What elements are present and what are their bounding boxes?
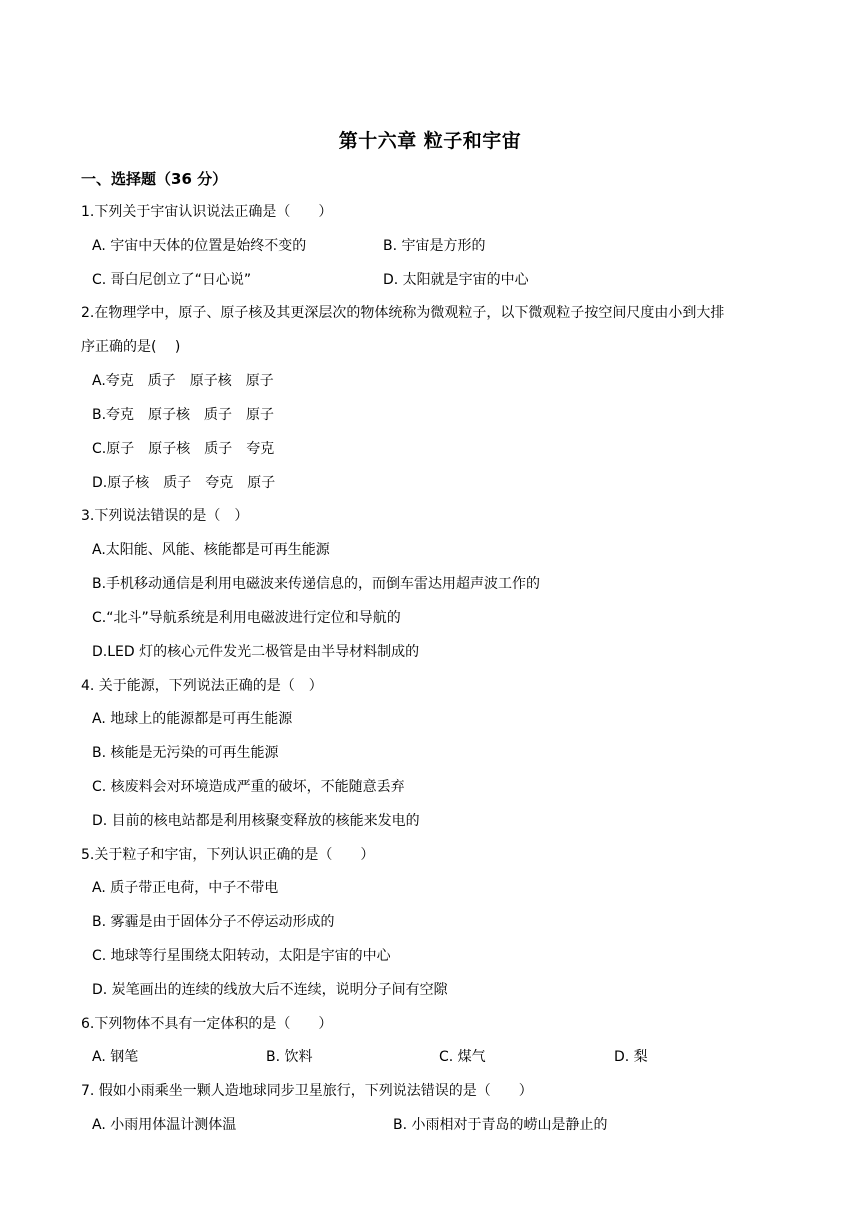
- question-7-stem: 7. 假如小雨乘坐一颗人造地球同步卫星旅行，下列说法错误的是（ ）: [81, 1083, 533, 1099]
- question-6-option-b: B. 饮料: [266, 1049, 313, 1065]
- question-6-option-d: D. 梨: [614, 1049, 648, 1065]
- question-4-option-c: C. 核废料会对环境造成严重的破坏，不能随意丢弃: [92, 779, 405, 795]
- question-2-option-d: D.原子核 质子 夸克 原子: [92, 475, 276, 491]
- question-2-option-c: C.原子 原子核 质子 夸克: [92, 441, 275, 457]
- question-1-option-a: A. 宇宙中天体的位置是始终不变的: [92, 238, 307, 254]
- question-7-option-a: A. 小雨用体温计测体温: [92, 1117, 237, 1133]
- question-6-option-c: C. 煤气: [439, 1049, 486, 1065]
- question-5-option-d: D. 炭笔画出的连续的线放大后不连续，说明分子间有空隙: [92, 982, 448, 998]
- question-2-stem-line2: 序正确的是( ): [81, 339, 181, 355]
- question-5-option-b: B. 雾霾是由于固体分子不停运动形成的: [92, 914, 335, 930]
- question-1-option-c: C. 哥白尼创立了“日心说”: [92, 272, 252, 288]
- section-heading: 一、选择题（36 分）: [81, 170, 228, 188]
- question-4-option-a: A. 地球上的能源都是可再生能源: [92, 711, 293, 727]
- question-1-stem: 1.下列关于宇宙认识说法正确是（ ）: [81, 204, 333, 220]
- question-2-option-b: B.夸克 原子核 质子 原子: [92, 407, 275, 423]
- question-3-option-b: B.手机移动通信是利用电磁波来传递信息的，而倒车雷达用超声波工作的: [92, 576, 541, 592]
- question-3-option-d: D.LED 灯的核心元件发光二极管是由半导材料制成的: [92, 644, 420, 660]
- question-6-option-a: A. 钢笔: [92, 1049, 139, 1065]
- question-5-option-c: C. 地球等行星围绕太阳转动，太阳是宇宙的中心: [92, 948, 391, 964]
- question-1-option-b: B. 宇宙是方形的: [383, 238, 486, 254]
- question-2-stem-line1: 2.在物理学中，原子、原子核及其更深层次的物体统称为微观粒子，以下微观粒子按空间尺度由小到大排: [81, 305, 725, 321]
- question-4-option-d: D. 目前的核电站都是利用核聚变释放的核能来发电的: [92, 813, 420, 829]
- question-3-option-c: C.“北斗”导航系统是利用电磁波进行定位和导航的: [92, 610, 401, 626]
- question-5-stem: 5.关于粒子和宇宙，下列认识正确的是（ ）: [81, 847, 375, 863]
- question-7-option-b: B. 小雨相对于青岛的崂山是静止的: [393, 1117, 608, 1133]
- question-5-option-a: A. 质子带正电荷，中子不带电: [92, 880, 279, 896]
- question-3-option-a: A.太阳能、风能、核能都是可再生能源: [92, 542, 330, 558]
- page-title: 第十六章 粒子和宇宙: [338, 130, 522, 152]
- question-6-stem: 6.下列物体不具有一定体积的是（ ）: [81, 1016, 333, 1032]
- question-2-option-a: A.夸克 质子 原子核 原子: [92, 373, 274, 389]
- question-1-option-d: D. 太阳就是宇宙的中心: [383, 272, 529, 288]
- question-4-option-b: B. 核能是无污染的可再生能源: [92, 745, 279, 761]
- question-3-stem: 3.下列说法错误的是（ ）: [81, 508, 249, 524]
- question-4-stem: 4. 关于能源，下列说法正确的是（ ）: [81, 678, 323, 694]
